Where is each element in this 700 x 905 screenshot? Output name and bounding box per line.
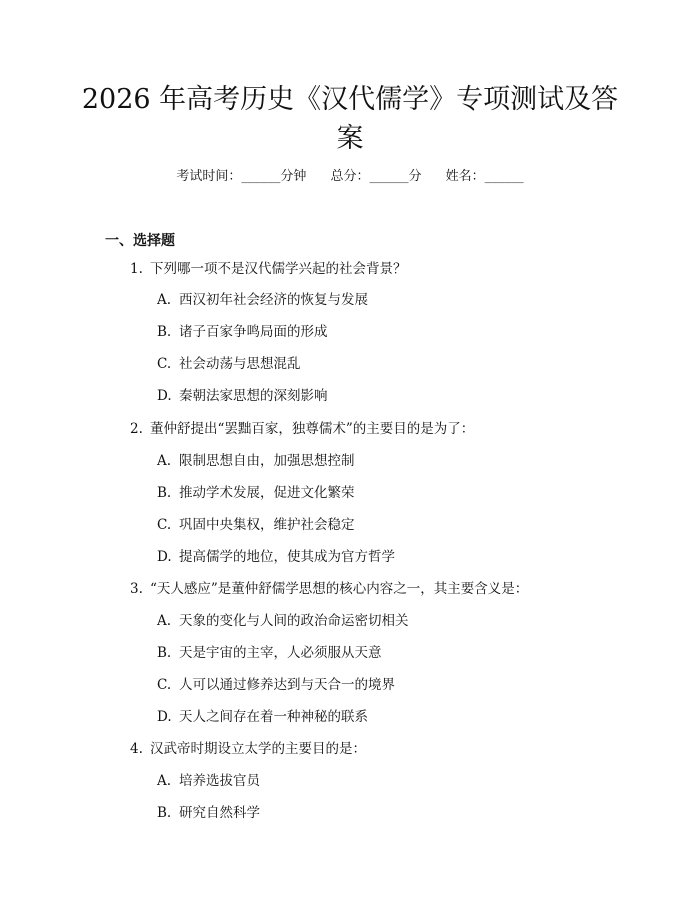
question-3-option-a: [157, 612, 409, 630]
exam-total-score: 总分：______分: [330, 169, 422, 184]
option-text: 巩固中央集权，维护社会稳定: [179, 517, 355, 533]
page-title: 2026 年高考历史《汉代儒学》专项测试及答案: [81, 84, 619, 154]
option-text: 推动学术发展，促进文化繁荣: [179, 485, 355, 501]
question-3-option-d: [157, 708, 368, 726]
option-text: 提高儒学的地位，使其成为官方哲学: [179, 549, 395, 565]
option-letter: C.: [157, 356, 172, 372]
exam-time: 考试时间：______分钟: [176, 169, 307, 184]
option-letter: A.: [157, 773, 172, 789]
option-letter: D.: [157, 388, 172, 404]
question-text: 汉武帝时期设立太学的主要目的是：: [150, 741, 366, 757]
option-text: 社会动荡与思想混乱: [179, 356, 301, 372]
question-2-option-d: [157, 548, 395, 566]
question-3-option-c: [157, 676, 395, 694]
question-2-option-c: [157, 516, 355, 534]
option-text: 天人之间存在着一种神秘的联系: [179, 709, 368, 725]
question-4-option-b: [157, 804, 260, 822]
question-1-option-d: [157, 387, 328, 405]
question-3-option-b: [157, 644, 382, 662]
question-1: [130, 260, 407, 278]
option-text: 天是宇宙的主宰，人必须服从天意: [179, 645, 382, 661]
question-4-option-a: [157, 772, 260, 790]
option-text: 秦朝法家思想的深刻影响: [179, 388, 328, 404]
option-letter: B.: [157, 805, 172, 821]
question-text: 下列哪一项不是汉代儒学兴起的社会背景？: [150, 261, 407, 277]
option-text: 研究自然科学: [179, 805, 260, 821]
question-text: 董仲舒提出“罢黜百家，独尊儒术”的主要目的是为了：: [150, 421, 475, 437]
option-text: 培养选拔官员: [179, 773, 260, 789]
option-text: 限制思想自由，加强思想控制: [179, 453, 355, 469]
option-text: 天象的变化与人间的政治命运密切相关: [179, 613, 409, 629]
exam-meta: [0, 168, 700, 186]
option-letter: A.: [157, 453, 172, 469]
option-letter: A.: [157, 613, 172, 629]
option-letter: C.: [157, 517, 172, 533]
question-number: 4.: [130, 741, 143, 757]
question-number: 2.: [130, 421, 143, 437]
question-number: 3.: [130, 581, 143, 597]
section-heading: 一、选择题: [105, 233, 175, 249]
option-text: 诸子百家争鸣局面的形成: [179, 324, 328, 340]
option-letter: B.: [157, 324, 172, 340]
question-3: [130, 580, 528, 598]
option-text: 人可以通过修养达到与天合一的境界: [179, 677, 395, 693]
question-4: [130, 740, 366, 758]
option-letter: B.: [157, 645, 172, 661]
question-2: [130, 420, 474, 438]
question-2-option-a: [157, 452, 355, 470]
option-letter: B.: [157, 485, 172, 501]
question-1-option-c: [157, 355, 301, 373]
option-letter: D.: [157, 709, 172, 725]
question-1-option-a: [157, 291, 368, 309]
question-number: 1.: [130, 261, 143, 277]
student-name: 姓名：______: [445, 169, 524, 184]
option-text: 西汉初年社会经济的恢复与发展: [179, 292, 368, 308]
question-1-option-b: [157, 323, 328, 341]
question-text: “天人感应”是董仲舒儒学思想的核心内容之一，其主要含义是：: [150, 581, 529, 597]
question-2-option-b: [157, 484, 355, 502]
option-letter: A.: [157, 292, 172, 308]
option-letter: D.: [157, 549, 172, 565]
option-letter: C.: [157, 677, 172, 693]
